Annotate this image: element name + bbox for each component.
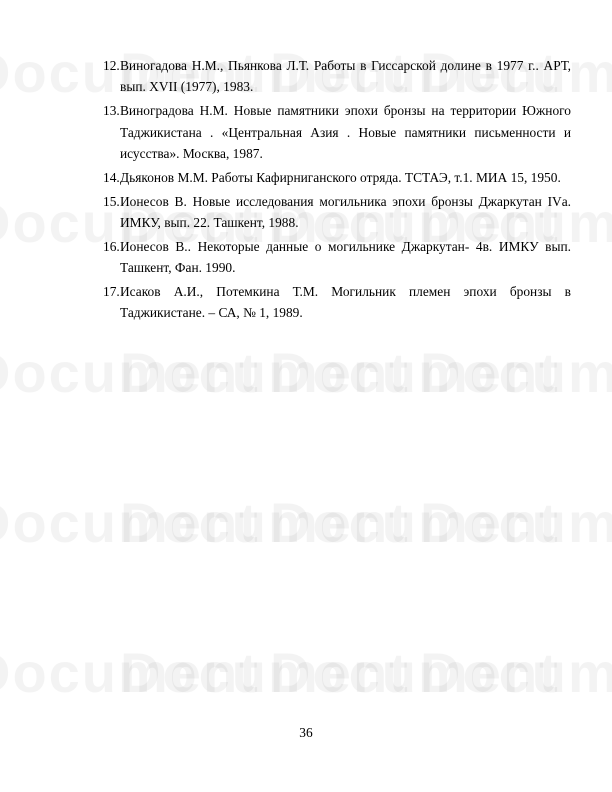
watermark-text bbox=[120, 340, 410, 405]
reference-text: Исаков А.И., Потемкина Т.М. Могильник племен эпохи бронзы в Таджикистане. – СА, № 1, 1989. bbox=[120, 284, 571, 321]
references-list bbox=[103, 55, 571, 326]
watermark-text bbox=[0, 490, 260, 555]
reference-number: 16. bbox=[103, 238, 120, 254]
watermark-text bbox=[0, 340, 260, 405]
page-number: 36 bbox=[299, 725, 313, 740]
watermark-text bbox=[0, 640, 260, 705]
reference-text: Виногадова Н.М., Пьянкова Л.Т. Работы в Гиссарской долине в 1977 г.. АРТ, вып. XVII (1977), 1983. bbox=[120, 58, 571, 95]
watermark-text bbox=[270, 340, 560, 405]
reference-item bbox=[103, 167, 571, 188]
reference-number: 14. bbox=[103, 169, 120, 185]
reference-number: 13. bbox=[103, 103, 120, 119]
watermark-text bbox=[120, 490, 410, 555]
reference-item bbox=[103, 55, 571, 98]
reference-number: 15. bbox=[103, 193, 120, 209]
watermark-text bbox=[420, 640, 612, 705]
watermark-text bbox=[420, 340, 612, 405]
reference-number: 12. bbox=[103, 58, 120, 73]
reference-text: Ионесов В. Новые исследования могильника эпохи бронзы Джаркутан IVа. ИМКУ, вып. 22. Ташкент, 1988. bbox=[120, 193, 571, 231]
reference-item bbox=[103, 191, 571, 234]
reference-item bbox=[103, 281, 571, 324]
reference-item bbox=[103, 236, 571, 279]
reference-text: Ионесов В.. Некоторые данные о могильнике Джаркутан- 4в. ИМКУ вып. Ташкент, Фан. 1990. bbox=[120, 238, 571, 276]
reference-number: 17. bbox=[103, 284, 120, 300]
reference-item bbox=[103, 100, 571, 164]
watermark-text bbox=[420, 490, 612, 555]
reference-text: Виноградова Н.М. Новые памятники эпохи бронзы на территории Южного Таджикистана . «Центральная Азия . Новые памятники письменности и исусства». Москва, 1987. bbox=[120, 103, 571, 162]
reference-text: Дьяконов М.М. Работы Кафирниганского отряда. ТСТАЭ, т.1. МИА 15, 1950. bbox=[120, 169, 561, 185]
watermark-text bbox=[270, 490, 560, 555]
watermark-text bbox=[120, 640, 410, 705]
watermark-text bbox=[270, 640, 560, 705]
